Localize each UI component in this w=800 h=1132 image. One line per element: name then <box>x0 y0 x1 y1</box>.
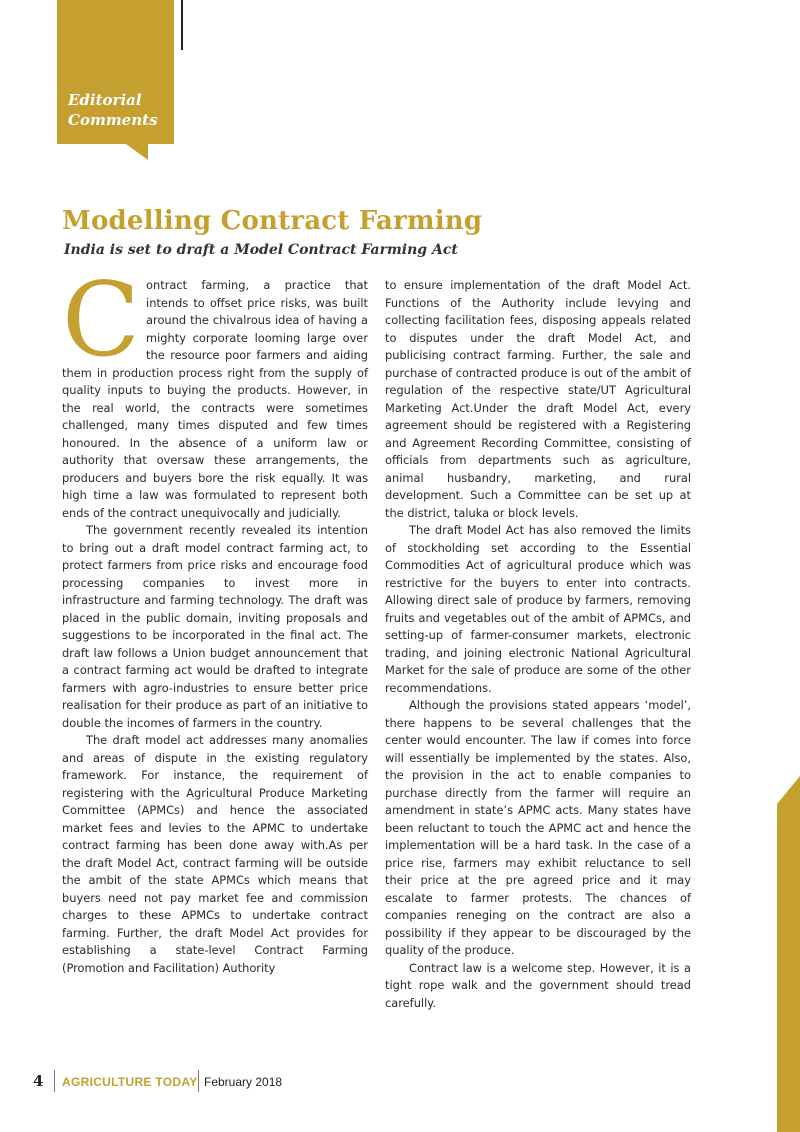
paragraph-7: Contract law is a welcome step. However, it is a tight rope walk and the government should tread carefully. <box>385 960 691 1010</box>
footer-divider <box>198 1070 199 1092</box>
magazine-name: AGRICULTURE TODAY <box>62 1075 198 1089</box>
section-tag-line2: Comments <box>68 111 158 129</box>
issue-date: February 2018 <box>204 1075 283 1089</box>
drop-cap: C <box>62 261 141 380</box>
paragraph-1 <box>62 261 368 522</box>
paragraph-2: The government recently revealed its intention to bring out a draft model contract farming act, to protect farmers from price risks and encourage food processing companies to invest more in infrastructure and farming technology. The draft was placed in the public domain, inviting proposals and suggestions to be incorporated in the final act. The draft law follows a Union budget announcement that a contract farming act would be drafted to integrate farmers with agro-industries to ensure better price realisation for their produce as part of an initiative to double the incomes of farmers in the country. <box>62 523 368 730</box>
article-column-left <box>62 261 368 977</box>
section-tag <box>68 90 158 130</box>
paragraph-5: The draft Model Act has also removed the limits of stockholding set according to the Essential Commodities Act of agricultural produce which was restrictive for the buyers to enter into contracts. Allowing direct sale of produce by farmers, removing fruits and vegetables out of the ambit of APMCs, and setting-up of farmer-consumer markets, electronic trading, and joining electronic National Agricultural Market for the sale of produce are some of the other recommendations. <box>385 523 691 695</box>
article-subtitle: India is set to draft a Model Contract Farming Act <box>64 242 458 258</box>
section-tag-line1: Editorial <box>68 91 142 109</box>
article-column-right <box>385 277 691 1012</box>
paragraph-3: The draft model act addresses many anomalies and areas of dispute in the existing regulatory framework. For instance, the requirement of registering with the Agricultural Produce Marketing Committee (APMCs) and hence the associated market fees and levies to the APMC to undertake contract farming has been done away with.As per the draft Model Act, contract farming will be outside the ambit of the state APMCs which means that buyers need not pay market fee and commission charges to these APMCs to undertake contract farming. Further, the draft Model Act provides for establishing a state-level Contract Farming (Promotion and Facilitation) Authority <box>62 733 368 975</box>
page-footer <box>0 1070 800 1094</box>
footer-divider <box>54 1070 55 1092</box>
paragraph-6: Although the provisions stated appears ‘model’, there happens to be several challenges that the center would encounter. The law if comes into force will essentially be implemented by the states. Also, the provision in the act to enable companies to purchase directly from the farmer will require an amendment in state’s APMC acts. Many states have been reluctant to touch the APMC act and hence the implementation will be a hard task. In the case of a price rise, farmers may exhibit reluctance to sell their price at the pre agreed price and it may escalate to farmer protests. The chances of companies reneging on the contract are also a possibility if they appear to be discouraged by the quality of the produce. <box>385 698 691 957</box>
paragraph-4: to ensure implementation of the draft Model Act. Functions of the Authority include levying and collecting facilitation fees, disposing appeals related to disputes under the draft Model Act, and publicising contract farming. Further, the sale and purchase of contracted produce is out of the ambit of regulation of the respective state/UT Agricultural Marketing Act.Under the draft Model Act, every agreement should be registered with a Registering and Agreement Recording Committee, consisting of officials from departments such as agriculture, animal husbandry, marketing, and rural development. Such a Committee can be set up at the district, taluka or block levels. <box>385 278 691 520</box>
header-divider <box>181 0 183 50</box>
article-title: Modelling Contract Farming <box>62 206 483 236</box>
paragraph-1-text: ontract farming, a practice that intends to offset price risks, was built around the chivalrous idea of having a mighty corporate looming large over the resource poor farmers and aiding them in production process right from the supply of quality inputs to buying the products. However, in the real world, the contracts were sometimes challenged, many times disputed and few times honoured. In the absence of a uniform law or authority that oversaw these arrangements, the producers and buyers bore the risk equally. It was high time a law was formulated to represent both ends of the contract unequivocally and judicially. <box>62 278 368 520</box>
page-number: 4 <box>33 1072 44 1090</box>
section-tag-notch <box>126 144 148 160</box>
